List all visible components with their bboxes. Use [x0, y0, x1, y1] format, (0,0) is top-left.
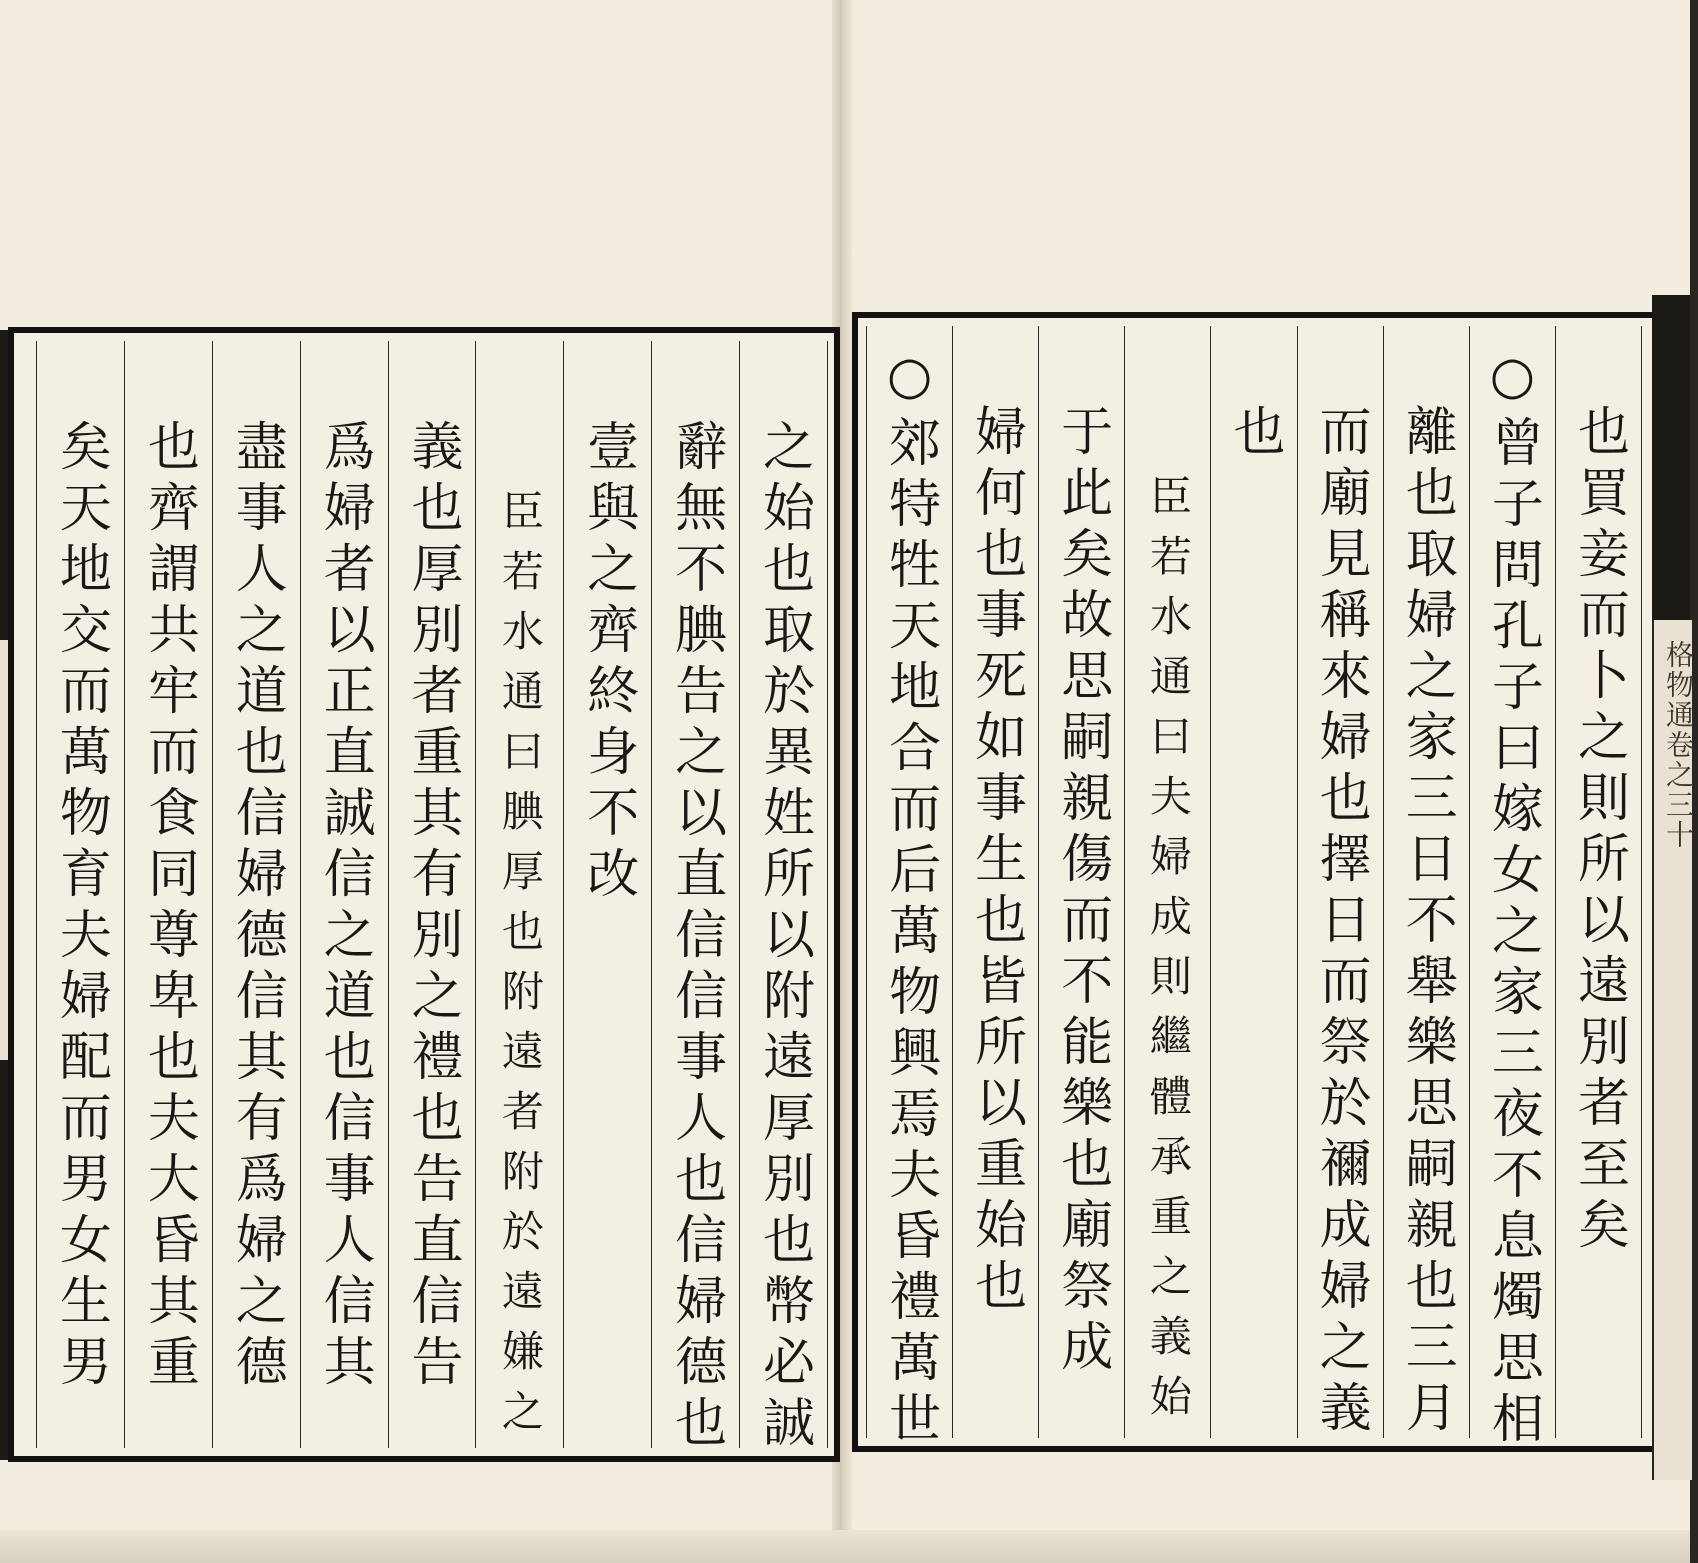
right-columns	[866, 326, 1642, 1452]
text-column: 盡事人之道也信婦德信其有爲婦之德	[212, 341, 300, 1448]
text-column: 矣天地交而萬物育夫婦配而男女生男	[36, 341, 124, 1448]
text-column: 辭無不腆告之以直信信事人也信婦德也	[651, 341, 739, 1448]
right-edge-label: 格物通卷之三十	[1662, 640, 1695, 850]
commentary-column: 臣若水通曰腆厚也附遠者附於遠嫌之	[475, 341, 563, 1448]
commentary-column: 臣若水通曰夫婦成則繼體承重之義始	[1124, 326, 1210, 1438]
text-column: 于此矣故思嗣親傷而不能樂也廟祭成	[1038, 326, 1124, 1438]
right-edge-banner	[1652, 620, 1695, 1480]
bottom-edge	[0, 1530, 1690, 1563]
left-columns	[36, 341, 828, 1456]
text-column: ○曾子問孔子曰嫁女之家三夜不息燭思相	[1469, 326, 1555, 1438]
text-column: 也	[1210, 326, 1296, 1438]
text-column: 也齊謂共牢而食同尊卑也夫大昏其重	[124, 341, 212, 1448]
text-column: 之始也取於異姓所以附遠厚別也幣必誠	[739, 341, 828, 1448]
text-column: ○郊特牲天地合而后萬物興焉夫昏禮萬世	[866, 326, 952, 1438]
right-text-frame	[852, 312, 1690, 1452]
text-column: 爲婦者以正直誠信之道也信事人信其	[300, 341, 388, 1448]
text-column: 離也取婦之家三日不舉樂思嗣親也三月	[1383, 326, 1469, 1438]
text-column: 也買妾而卜之則所以遠別者至矣	[1555, 326, 1642, 1438]
text-column: 義也厚別者重其有別之禮也告直信告	[388, 341, 476, 1448]
text-column: 而廟見稱來婦也擇日而祭於禰成婦之義	[1297, 326, 1383, 1438]
left-text-frame	[8, 327, 840, 1462]
text-column: 婦何也事死如事生也皆所以重始也	[952, 326, 1038, 1438]
text-column: 壹與之齊終身不改	[563, 341, 651, 1448]
